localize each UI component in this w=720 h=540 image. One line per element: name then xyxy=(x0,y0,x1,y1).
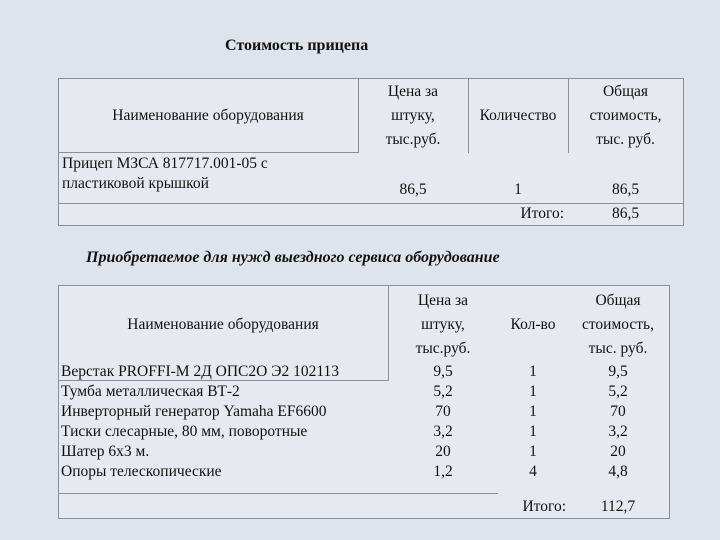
header-total-line: Общая xyxy=(595,292,641,309)
total-value: 112,7 xyxy=(600,498,636,515)
header-price-line: штуку, xyxy=(421,316,465,333)
header-qty: Количество xyxy=(479,107,557,124)
table-row xyxy=(58,462,670,482)
equipment-title: Приобретаемое для нужд выездного сервиса оборудование xyxy=(86,249,500,266)
total-label: Итого: xyxy=(522,498,566,515)
equipment-table xyxy=(58,285,670,519)
row-name: Тиски слесарные, 80 мм, поворотные xyxy=(61,423,308,440)
trailer-cost-table xyxy=(58,78,684,226)
row-total: 70 xyxy=(610,403,626,420)
row-total: 4,8 xyxy=(608,463,628,480)
row-name: Шатер 6х3 м. xyxy=(61,443,150,460)
header-total-line: тыс. руб. xyxy=(588,340,648,357)
row-qty: 1 xyxy=(529,423,537,440)
row-total: 9,5 xyxy=(608,363,628,380)
table-row xyxy=(58,422,670,442)
table-row xyxy=(58,402,670,422)
header-price-line: тыс.руб. xyxy=(385,131,441,148)
row-price: 20 xyxy=(435,443,451,460)
row-qty: 1 xyxy=(529,363,537,380)
table-row xyxy=(58,362,670,382)
row-name: Опоры телескопические xyxy=(61,463,222,480)
header-total xyxy=(568,289,668,361)
header-price xyxy=(388,289,498,361)
header-name: Наименование оборудования xyxy=(112,107,304,124)
row-price: 5,2 xyxy=(433,383,453,400)
row-name: Верстак PROFFI-М 2Д ОПС2О Э2 102113 xyxy=(61,363,339,380)
table-row xyxy=(58,442,670,462)
row-total: 20 xyxy=(610,443,626,460)
header-total-line: стоимость, xyxy=(589,107,662,124)
row-total: 5,2 xyxy=(608,383,628,400)
row-name xyxy=(62,154,268,194)
row-name-line: пластиковой крышкой xyxy=(62,175,209,192)
header-qty: Кол-во xyxy=(510,316,556,333)
header-price-line: Цена за xyxy=(417,292,469,309)
header-name: Наименование оборудования xyxy=(127,316,319,333)
header-total-line: стоимость, xyxy=(581,316,655,333)
row-price: 86,5 xyxy=(399,181,427,198)
trailer-cost-title: Стоимость прицепа xyxy=(225,37,369,54)
total-value: 86,5 xyxy=(611,205,640,222)
row-price: 9,5 xyxy=(433,363,453,380)
row-qty: 1 xyxy=(529,443,537,460)
header-total-line: тыс. руб. xyxy=(596,131,655,148)
header-price-line: штуку, xyxy=(391,107,435,124)
header-total xyxy=(568,80,683,152)
row-price: 3,2 xyxy=(433,423,453,440)
row-price: 1,2 xyxy=(433,463,453,480)
row-name: Тумба металлическая ВТ-2 xyxy=(61,383,240,400)
header-price-line: Цена за xyxy=(387,83,439,100)
row-name: Инверторный генератор Yamaha EF6600 xyxy=(61,403,327,420)
header-price xyxy=(358,80,468,152)
row-qty: 1 xyxy=(514,181,522,198)
table-row xyxy=(58,382,670,402)
header-total-line: Общая xyxy=(602,83,649,100)
row-qty: 1 xyxy=(529,383,537,400)
row-qty: 4 xyxy=(529,463,537,480)
row-total: 86,5 xyxy=(611,181,640,198)
header-price-line: тыс.руб. xyxy=(415,340,471,357)
row-qty: 1 xyxy=(529,403,537,420)
row-price: 70 xyxy=(435,403,451,420)
row-total: 3,2 xyxy=(608,423,628,440)
total-label: Итого: xyxy=(520,205,564,222)
row-name-line: Прицеп МЗСА 817717.001-05 с xyxy=(62,155,268,172)
